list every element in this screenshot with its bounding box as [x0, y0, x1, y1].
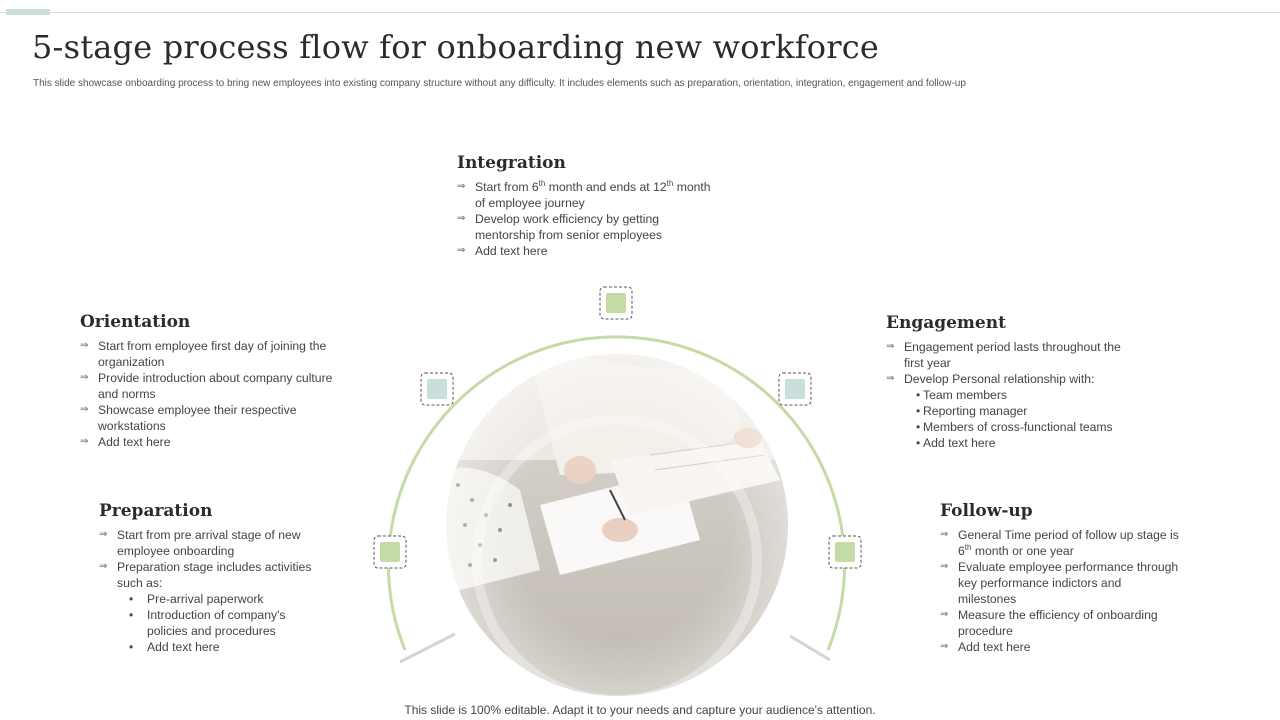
marker-engagement: [779, 373, 811, 405]
page-title: 5-stage process flow for onboarding new workforce: [32, 28, 880, 66]
list-item: • Team members: [886, 387, 1176, 403]
list-item: ⇒ Add text here: [80, 434, 380, 450]
list-item: • Add text here: [886, 435, 1176, 451]
stage-points: [886, 339, 1176, 451]
stage-integration: [457, 153, 757, 259]
list-item: • Add text here: [99, 639, 369, 655]
stage-title: Engagement: [886, 313, 1006, 333]
stage-points: [940, 527, 1230, 655]
stage-title: Orientation: [80, 312, 191, 332]
list-item: ⇒ Start from 6th month and ends at 12th month of employee journey: [457, 179, 757, 211]
stage-title: Integration: [457, 153, 566, 173]
list-item: • Introduction of company's policies and procedures: [99, 607, 369, 639]
list-item: ⇒ Showcase employee their respective workstations: [80, 402, 380, 434]
list-item: ⇒ Start from employee first day of joining the organization: [80, 338, 380, 370]
stage-points: [80, 338, 380, 450]
stage-orientation: [80, 312, 380, 450]
stage-engagement: [886, 313, 1176, 451]
marker-orientation: [421, 373, 453, 405]
marker-integration: [600, 287, 632, 319]
page-subtitle: This slide showcase onboarding process to bring new employees into existing company structure without any difficulty. It includes elements such as preparation, orientation, integration, engagement and follow-up: [33, 78, 966, 89]
list-item: ⇒ Provide introduction about company culture and norms: [80, 370, 380, 402]
stage-title: Preparation: [99, 501, 213, 521]
footer-note: This slide is 100% editable. Adapt it to your needs and capture your audience's attention.: [404, 703, 876, 717]
list-item: ⇒ Start from pre arrival stage of new employee onboarding: [99, 527, 369, 559]
stage-title: Follow-up: [940, 501, 1033, 521]
list-item: • Reporting manager: [886, 403, 1176, 419]
list-item: • Members of cross-functional teams: [886, 419, 1176, 435]
list-item: • Pre-arrival paperwork: [99, 591, 369, 607]
list-item: ⇒ Add text here: [457, 243, 757, 259]
stage-points: [457, 179, 757, 259]
list-item: ⇒ Measure the efficiency of onboarding procedure: [940, 607, 1230, 639]
stage-points: [99, 527, 369, 655]
list-item: ⇒ Develop Personal relationship with:: [886, 371, 1176, 387]
stage-follow-up: [940, 501, 1230, 655]
list-item: ⇒ Add text here: [940, 639, 1230, 655]
marker-preparation: [374, 536, 406, 568]
stage-preparation: [99, 501, 369, 655]
list-item: ⇒ Preparation stage includes activities such as:: [99, 559, 369, 591]
arc-end-left: [400, 634, 455, 662]
list-item: ⇒ Engagement period lasts throughout the first year: [886, 339, 1176, 371]
list-item: ⇒ Develop work efficiency by getting mentorship from senior employees: [457, 211, 757, 243]
list-item: ⇒ Evaluate employee performance through key performance indictors and milestones: [940, 559, 1230, 607]
arc-end-right: [790, 636, 830, 660]
list-item: ⇒ General Time period of follow up stage is 6th month or one year: [940, 527, 1230, 559]
marker-follow-up: [829, 536, 861, 568]
